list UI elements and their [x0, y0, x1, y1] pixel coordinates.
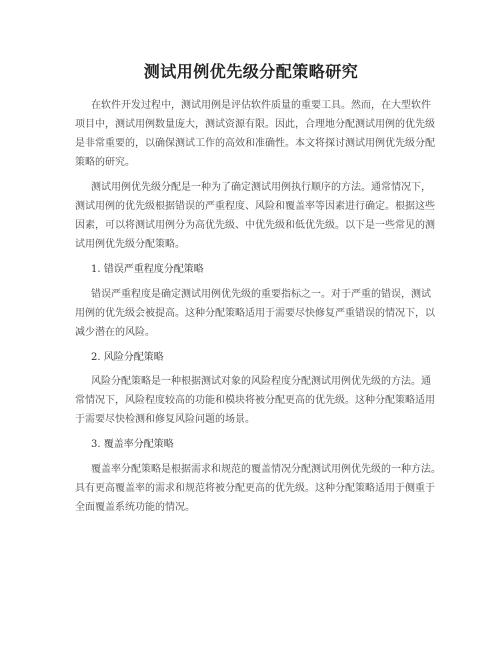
- overview-line: 测试用例优先级分配是一种为了确定测试用例执行顺序的方法。通常情况下，: [91, 182, 431, 193]
- section-line: 全面覆盖系统功能的情况。: [75, 502, 195, 513]
- section-heading: 1. 错误严重程度分配策略: [91, 264, 204, 275]
- section-heading: 3. 覆盖率分配策略: [91, 439, 174, 450]
- overview-line: 因素，可以将测试用例分为高优先级、中优先级和低优先级。以下是一些常见的测: [75, 220, 435, 231]
- document-title: 测试用例优先级分配策略研究: [143, 62, 359, 81]
- section-heading: 2. 风险分配策略: [91, 352, 164, 363]
- section-line: 覆盖率分配策略是根据需求和规范的覆盖情况分配测试用例优先级的一种方法。: [91, 464, 441, 475]
- intro-line: 策略的研究。: [75, 157, 135, 168]
- section-line: 风险分配策略是一种根据测试对象的风险程度分配测试用例优先级的方法。通: [91, 376, 431, 387]
- section-line: 常情况下，风险程度较高的功能和模块将被分配更高的优先级。这种分配策略适用: [75, 395, 435, 406]
- overview-line: 测试用例的优先级根据错误的严重程度、风险和覆盖率等因素进行确定。根据这些: [75, 201, 435, 212]
- section-line: 用例的优先级会被提高。这种分配策略适用于需要尽快修复严重错误的情况下，以: [75, 308, 435, 319]
- intro-line: 项目中，测试用例数量庞大，测试资源有限。因此，合理地分配测试用例的优先级: [75, 119, 435, 130]
- section-line: 减少潜在的风险。: [75, 327, 155, 338]
- intro-line: 在软件开发过程中，测试用例是评估软件质量的重要工具。然而，在大型软件: [91, 100, 431, 111]
- intro-line: 是非常重要的，以确保测试工作的高效和准确性。本文将探讨测试用例优先级分配: [75, 138, 435, 149]
- section-line: 于需要尽快检测和修复风险问题的场景。: [75, 414, 255, 425]
- overview-line: 试用例优先级分配策略。: [75, 239, 185, 250]
- section-line: 具有更高覆盖率的需求和规范将被分配更高的优先级。这种分配策略适用于侧重于: [75, 483, 435, 494]
- section-line: 错误严重程度是确定测试用例优先级的重要指标之一。对于严重的错误，测试: [91, 289, 431, 300]
